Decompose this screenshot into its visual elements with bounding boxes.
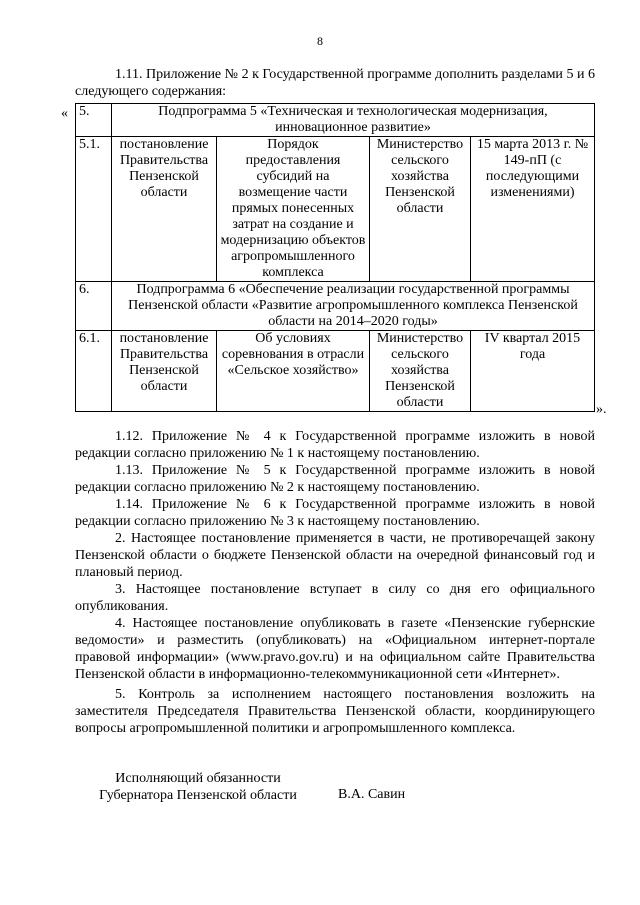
cell-subject: Об условиях соревнования в отрасли «Сельское хозяйство»	[217, 331, 370, 412]
subprogram-title: Подпрограмма 5 «Техническая и технологическая модернизация, инновационное развитие»	[112, 104, 595, 137]
cell-date: 15 марта 2013 г. № 149-пП (с последующими изменениями)	[471, 137, 595, 282]
cell-doc-type: постановление Правительства Пензенской области	[112, 331, 217, 412]
cell-date: IV квартал 2015 года	[471, 331, 595, 412]
cell-num: 5.	[76, 104, 112, 137]
signatory-title-line1: Исполняющий обязанности	[115, 771, 281, 786]
cell-ministry: Министерство сельского хозяйства Пензенской области	[370, 137, 471, 282]
intro-paragraph: 1.11. Приложение № 2 к Государственной программе дополнить разделами 5 и 6 следующего содержания:	[75, 67, 595, 99]
paragraph-1-13: 1.13. Приложение № 5 к Государственной программе изложить в новой редакции согласно приложению № 2 к настоящему постановлению.	[75, 463, 595, 495]
signatory-title	[88, 770, 308, 804]
closing-quote: ».	[596, 402, 607, 417]
subprogram-title: Подпрограмма 6 «Обеспечение реализации государственной программы Пензенской области «Развитие агропромышленного комплекса Пензенской области на 2014–2020 годы»	[112, 282, 595, 331]
table-row-sub6	[76, 282, 595, 331]
paragraph-5: 5. Контроль за исполнением настоящего постановления возложить на заместителя Председателя Правительства Пензенской области, координирующего вопросы агропромышленной политики и агропромышленного комплекса.	[75, 687, 595, 736]
page-number: 8	[317, 34, 323, 48]
paragraph-2: 2. Настоящее постановление применяется в части, не противоречащей закону Пензенской области о бюджете Пензенской области на очередной финансовый год и плановый период.	[75, 531, 595, 580]
table-row-sub5	[76, 104, 595, 137]
cell-ministry: Министерство сельского хозяйства Пензенской области	[370, 331, 471, 412]
cell-subject: Порядок предоставления субсидий на возмещение части прямых понесенных затрат на создание и модернизацию объектов агропромышленного комплекса	[217, 137, 370, 282]
paragraph-1-12: 1.12. Приложение № 4 к Государственной программе изложить в новой редакции согласно приложению № 1 к настоящему постановлению.	[75, 429, 595, 461]
table-row-51	[76, 137, 595, 282]
opening-quote: «	[61, 106, 68, 121]
cell-doc-type: постановление Правительства Пензенской области	[112, 137, 217, 282]
paragraph-3: 3. Настоящее постановление вступает в силу со дня его официального опубликования.	[75, 582, 595, 614]
table-row-61	[76, 331, 595, 412]
cell-num: 6.	[76, 282, 112, 331]
signatory-title-line2: Губернатора Пензенской области	[99, 788, 297, 803]
paragraph-1-14: 1.14. Приложение № 6 к Государственной программе изложить в новой редакции согласно приложению № 3 к настоящему постановлению.	[75, 497, 595, 529]
paragraph-4: 4. Настоящее постановление опубликовать в газете «Пензенские губернские ведомости» и разместить (опубликовать) на «Официальном интернет-портале правовой информации» (www.pravo.gov.ru) и на официальном сайте Правительства Пензенской области в информационно-телекоммуникационной сети «Интернет».	[75, 616, 595, 682]
program-table	[75, 103, 595, 412]
signatory-name: В.А. Савин	[338, 787, 406, 802]
cell-num: 5.1.	[76, 137, 112, 282]
cell-num: 6.1.	[76, 331, 112, 412]
